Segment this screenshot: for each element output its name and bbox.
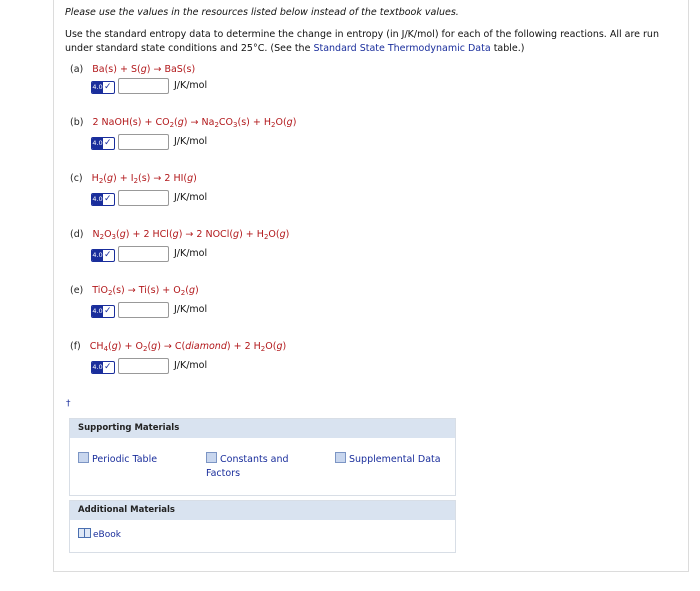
ebook-link[interactable]: eBook xyxy=(78,528,121,542)
check-icon: ✓ xyxy=(104,306,112,316)
unit-label: J/K/mol xyxy=(174,80,208,91)
question-d xyxy=(70,229,289,241)
answer-input-a[interactable] xyxy=(118,78,169,94)
equation-f: $CH_4(g) + O_2(g)$ → C(diamond) + 2 $H_2O(g)$ xyxy=(89,341,287,353)
intro-body: Use the standard entropy data to determine the change in entropy (in J/K/mol) for each of the following reactions. All are run under standard state conditions and 25°C. (See the xyxy=(65,29,659,54)
unit-label: J/K/mol xyxy=(174,304,208,315)
answer-input-b[interactable] xyxy=(118,134,169,150)
points-badge: 4.0 ✓ xyxy=(91,81,115,94)
dagger-mark: † xyxy=(66,399,71,409)
check-icon: ✓ xyxy=(104,362,112,372)
equation-c: $H_2(g) + I_2(s) \to 2$ HI(g) xyxy=(91,173,197,185)
panel-title: Supporting Materials xyxy=(70,419,455,438)
supporting-materials-panel xyxy=(69,418,456,496)
panel-title: Additional Materials xyxy=(70,501,455,520)
question-letter: (d) xyxy=(70,229,84,240)
document-icon xyxy=(206,452,217,463)
question-f xyxy=(70,341,286,353)
points-badge: 4.0 ✓ xyxy=(91,305,115,318)
question-letter: (f) xyxy=(70,341,81,352)
answer-input-d[interactable] xyxy=(118,246,169,262)
document-icon xyxy=(78,452,89,463)
equation-b: 2 NaOH(s) + $CO_2(g) \to Na_2CO_3(s) + H_2O(g)$ xyxy=(92,117,297,129)
equation-a: Ba(s) + S(g) → BaS(s) xyxy=(92,64,196,75)
answer-input-c[interactable] xyxy=(118,190,169,206)
additional-materials-panel xyxy=(69,500,456,553)
answer-input-e[interactable] xyxy=(118,302,169,318)
document-icon xyxy=(335,452,346,463)
unit-label: J/K/mol xyxy=(174,192,208,203)
periodic-table-link[interactable]: Periodic Table xyxy=(78,452,157,467)
question-e xyxy=(70,285,199,297)
points-badge: 4.0 ✓ xyxy=(91,193,115,206)
question-letter: (e) xyxy=(70,285,84,296)
question-c xyxy=(70,173,197,185)
unit-label: J/K/mol xyxy=(174,136,208,147)
unit-label: J/K/mol xyxy=(174,248,208,259)
question-card xyxy=(53,0,689,572)
question-letter: (b) xyxy=(70,117,84,128)
points-badge: 4.0 ✓ xyxy=(91,137,115,150)
question-letter: (c) xyxy=(70,173,83,184)
question-b xyxy=(70,117,296,129)
thermo-data-link[interactable]: Standard State Thermodynamic Data xyxy=(313,43,491,54)
instruction-text: Please use the values in the resources listed below instead of the textbook values. xyxy=(65,7,459,18)
check-icon: ✓ xyxy=(104,138,112,148)
constants-factors-link[interactable]: Constants and Factors xyxy=(206,454,289,479)
question-letter: (a) xyxy=(70,64,84,75)
intro-suffix: table.) xyxy=(493,43,525,54)
intro-text xyxy=(65,28,665,56)
answer-input-f[interactable] xyxy=(118,358,169,374)
book-icon xyxy=(78,528,91,538)
points-badge: 4.0 ✓ xyxy=(91,361,115,374)
points-badge: 4.0 ✓ xyxy=(91,249,115,262)
unit-label: J/K/mol xyxy=(174,360,208,371)
check-icon: ✓ xyxy=(104,250,112,260)
supplemental-data-link[interactable]: Supplemental Data xyxy=(335,452,441,467)
check-icon: ✓ xyxy=(104,194,112,204)
check-icon: ✓ xyxy=(104,82,112,92)
question-a xyxy=(70,64,195,75)
equation-e: $TiO_2(s) \to Ti(s) + O_2(g)$ xyxy=(92,285,199,297)
equation-d: $N_2O_3(g) + 2$ HCl(g) → 2 NOCl(g) + $H_2O(g)$ xyxy=(92,229,290,241)
